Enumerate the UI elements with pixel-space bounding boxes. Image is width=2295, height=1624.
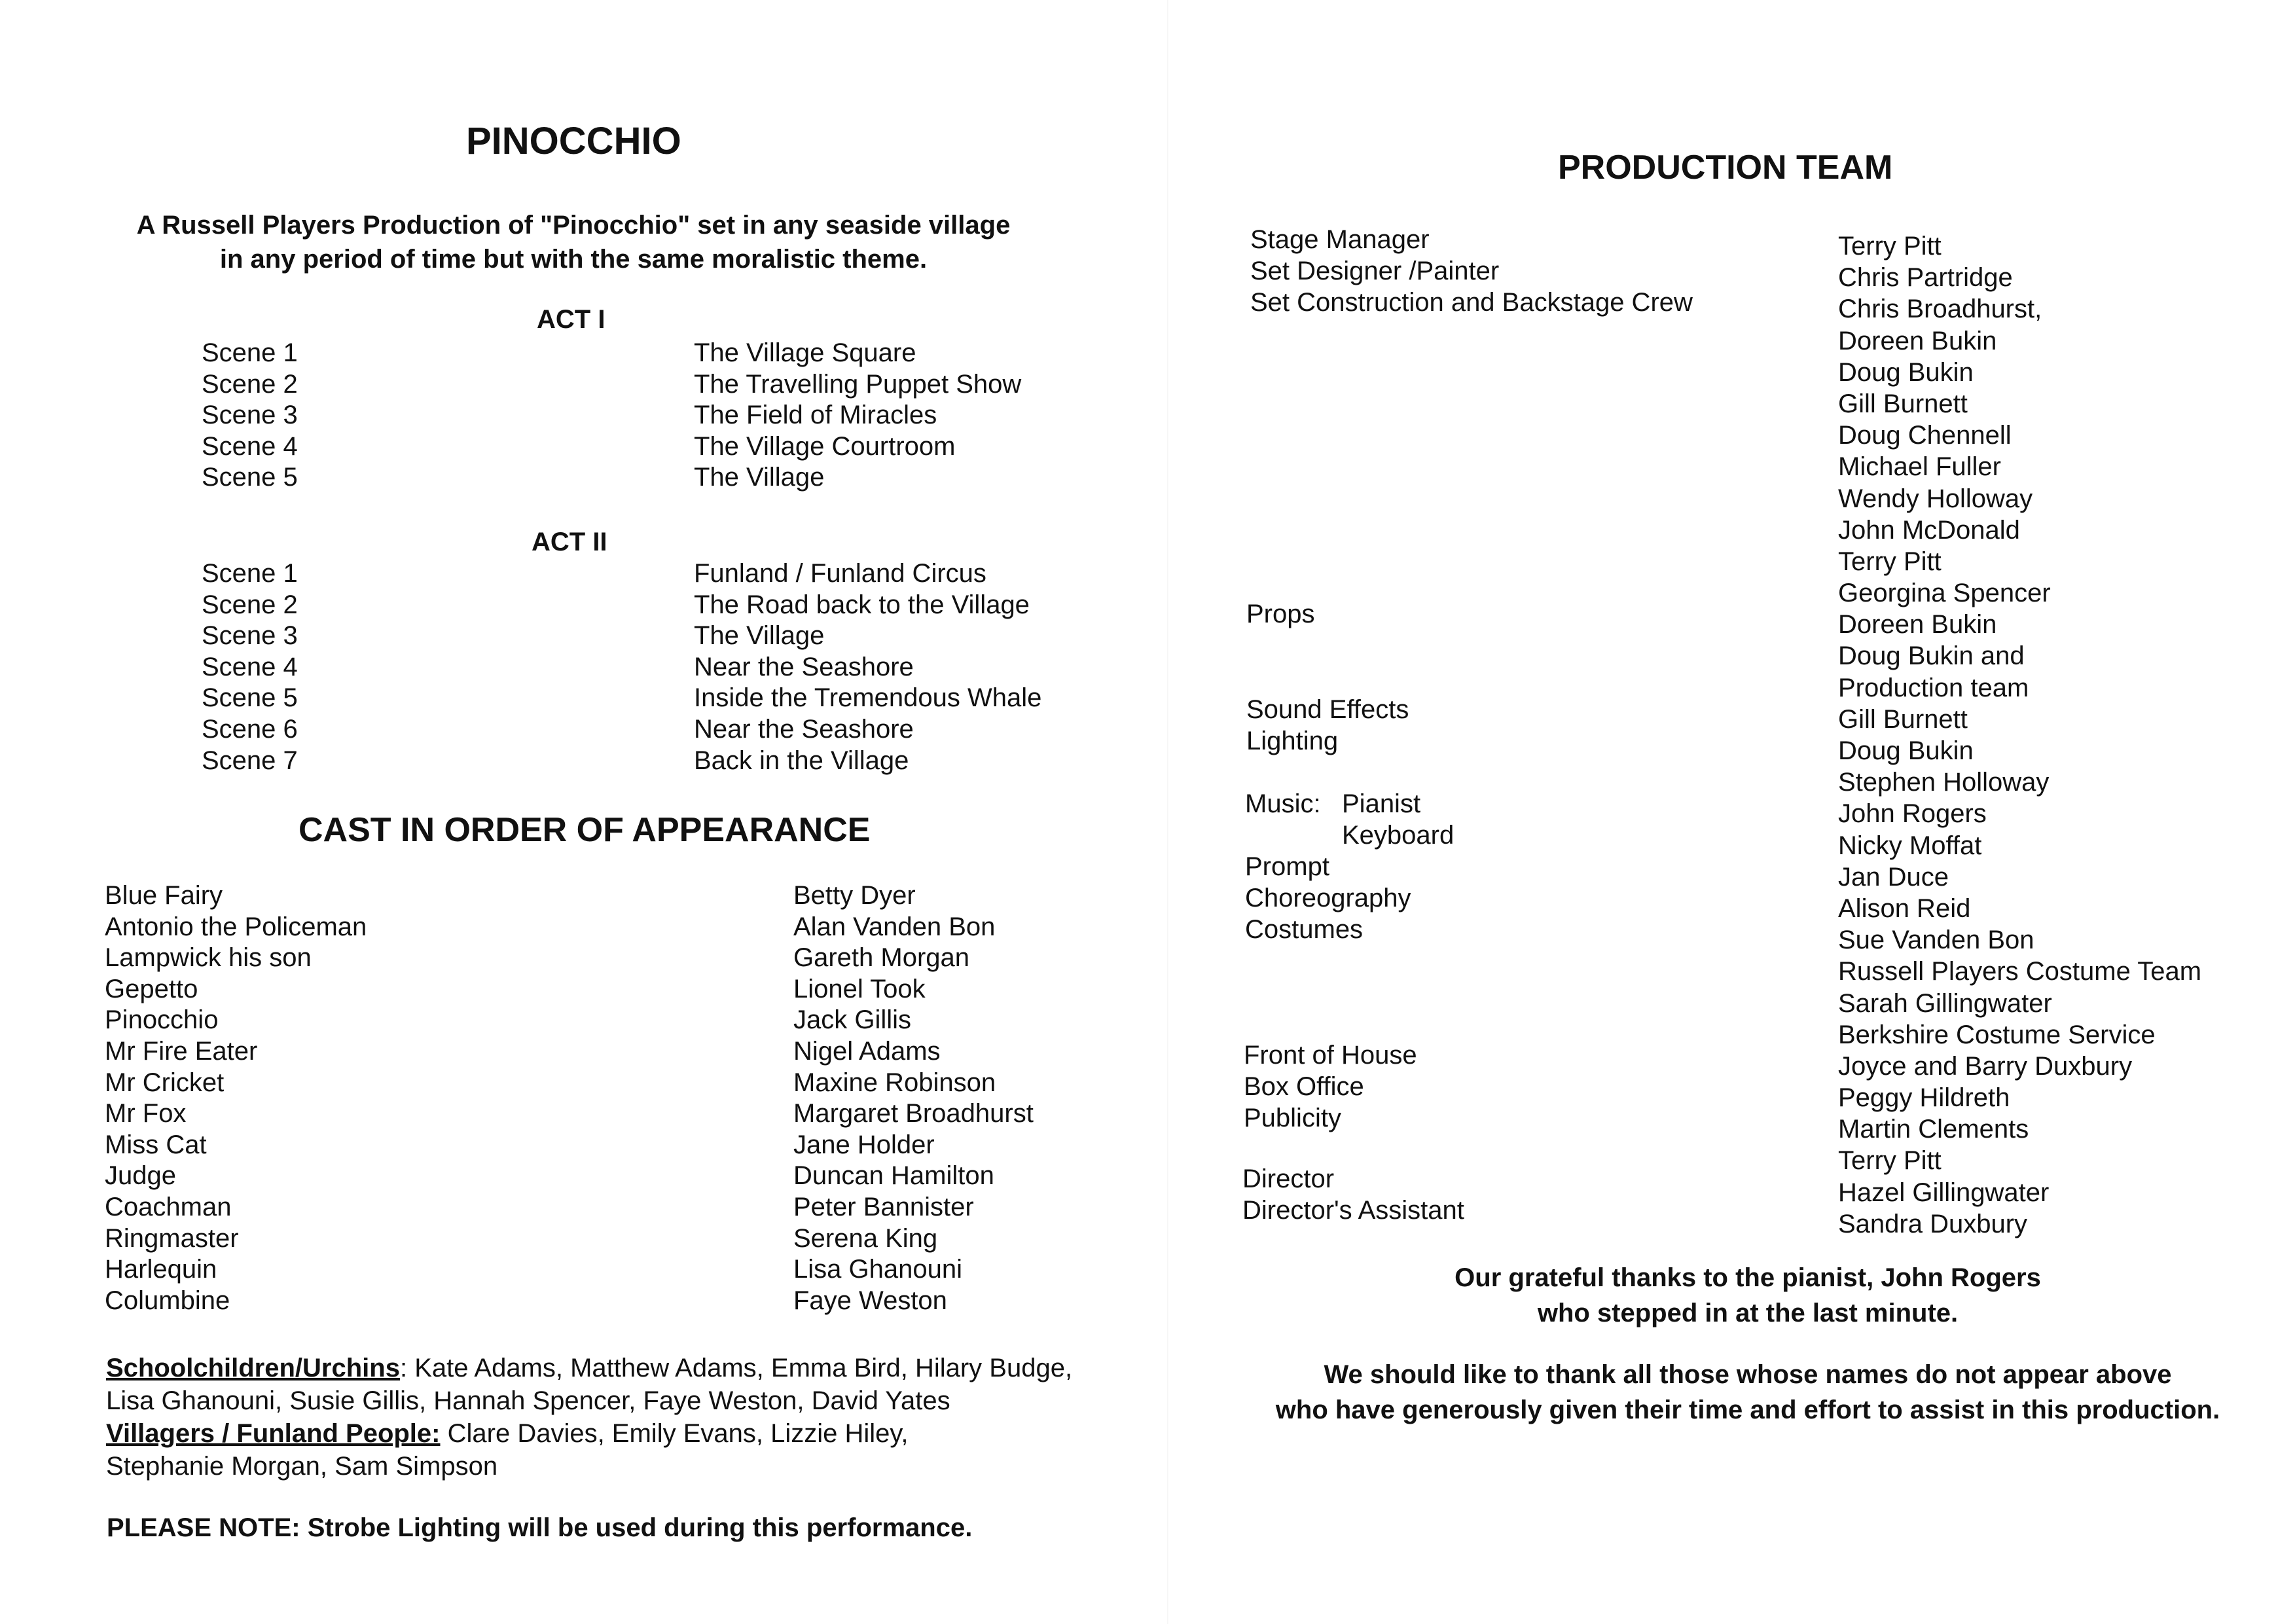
- scene-setting: Near the Seashore: [694, 652, 914, 681]
- role-label: Lighting: [1246, 727, 1339, 755]
- scene-number: Scene 4: [202, 652, 298, 681]
- crew-name: Terry Pitt: [1838, 232, 1942, 261]
- scene-setting: Near the Seashore: [694, 714, 914, 744]
- crew-name: Doug Bukin and: [1838, 641, 2025, 671]
- cast-role: Lampwick his son: [105, 943, 312, 973]
- subtitle-line-1: A Russell Players Production of "Pinocchio" set in any seaside village: [136, 211, 1011, 240]
- role-label: Music:: [1245, 789, 1321, 818]
- cast-actor: Serena King: [793, 1223, 938, 1253]
- crew-labels-director: [1242, 1163, 1464, 1226]
- crew-name: Gill Burnett: [1838, 704, 1968, 734]
- crew-name: Doug Bukin: [1838, 357, 1974, 387]
- cast-role: Gepetto: [105, 974, 198, 1003]
- act-2-heading: ACT II: [532, 528, 607, 556]
- scene-number: Scene 5: [202, 463, 298, 492]
- schoolchildren-line-1: [106, 1352, 1072, 1384]
- crew-name: Jan Duce: [1838, 862, 1949, 892]
- production-team-heading: PRODUCTION TEAM: [1558, 149, 1893, 187]
- crew-name: Nicky Moffat: [1838, 831, 1982, 860]
- crew-name: John McDonald: [1838, 515, 2020, 545]
- cast-actor: Betty Dyer: [793, 881, 916, 910]
- scene-number: Scene 2: [202, 590, 298, 619]
- crew-name: Sue Vanden Bon: [1838, 926, 2034, 955]
- ensemble-credits: [106, 1352, 1072, 1483]
- scene-setting: Back in the Village: [694, 746, 909, 775]
- crew-name: Michael Fuller: [1838, 452, 2001, 482]
- crew-name: Gill Burnett: [1838, 389, 1968, 418]
- crew-name-list: [1838, 230, 2201, 1240]
- page-title: PINOCCHIO: [466, 120, 681, 162]
- scene-number: Scene 1: [202, 338, 298, 367]
- cast-heading: CAST IN ORDER OF APPEARANCE: [298, 811, 871, 849]
- cast-role: Mr Fire Eater: [105, 1036, 258, 1066]
- role-label: Director's Assistant: [1242, 1196, 1464, 1225]
- cast-role: Columbine: [105, 1286, 230, 1315]
- act-1-scene-list: [202, 338, 298, 494]
- scene-number: Scene 6: [202, 714, 298, 744]
- pianist-thanks: [1244, 1260, 2252, 1331]
- cast-actor: Duncan Hamilton: [793, 1161, 994, 1191]
- crew-name: Joyce and Barry Duxbury: [1838, 1051, 2133, 1081]
- crew-name: Doug Chennell: [1838, 421, 2012, 450]
- role-label: Stage Manager: [1250, 225, 1430, 254]
- villagers-label: Villagers / Funland People:: [106, 1419, 441, 1448]
- villagers-line-1: [106, 1417, 1072, 1450]
- scene-number: Scene 3: [202, 401, 298, 430]
- role-label: Set Designer /Painter: [1250, 257, 1500, 285]
- cast-role: Mr Cricket: [105, 1068, 225, 1097]
- role-label: Pianist: [1342, 789, 1421, 818]
- cast-actor: Margaret Broadhurst: [793, 1099, 1034, 1128]
- crew-name: Stephen Holloway: [1838, 768, 2050, 797]
- scene-number: Scene 1: [202, 559, 298, 588]
- crew-name: Berkshire Costume Service: [1838, 1020, 2156, 1049]
- scene-setting: Inside the Tremendous Whale: [694, 683, 1042, 713]
- crew-name: Production team: [1838, 673, 2029, 702]
- crew-labels-house: [1244, 1039, 1417, 1134]
- act-1-heading: ACT I: [537, 305, 605, 334]
- schoolchildren-line-2: Lisa Ghanouni, Susie Gillis, Hannah Spencer, Faye Weston, David Yates: [106, 1386, 950, 1415]
- crew-name: Doreen Bukin: [1838, 326, 1997, 355]
- thanks-line: Our grateful thanks to the pianist, John Rogers: [1455, 1263, 2041, 1292]
- programme-right-page: [1152, 0, 2295, 1624]
- cast-actor: Jack Gillis: [793, 1005, 912, 1035]
- act-2-scene-list: [202, 558, 298, 776]
- cast-actor: Lisa Ghanouni: [793, 1255, 962, 1284]
- production-description: [79, 208, 1068, 276]
- role-label: Choreography: [1245, 884, 1411, 912]
- scene-number: Scene 3: [202, 621, 298, 651]
- cast-actor: Gareth Morgan: [793, 943, 970, 973]
- cast-actor: Lionel Took: [793, 974, 926, 1003]
- strobe-warning: PLEASE NOTE: Strobe Lighting will be used during this performance.: [107, 1513, 973, 1542]
- cast-role: Judge: [105, 1161, 176, 1191]
- crew-labels-sound: [1246, 694, 1409, 757]
- role-label: Props: [1246, 600, 1315, 628]
- cast-role: Ringmaster: [105, 1223, 239, 1253]
- scene-number: Scene 7: [202, 746, 298, 775]
- act-2-setting-list: [694, 558, 1041, 776]
- role-label: Prompt: [1245, 852, 1329, 881]
- crew-name: Doreen Bukin: [1838, 610, 1997, 640]
- crew-name: Chris Broadhurst,: [1838, 295, 2042, 324]
- role-label: Box Office: [1244, 1072, 1364, 1101]
- scene-setting: The Travelling Puppet Show: [694, 369, 1022, 399]
- thanks-line: who stepped in at the last minute.: [1537, 1299, 1959, 1327]
- cast-role: Antonio the Policeman: [105, 912, 367, 941]
- crew-name: Terry Pitt: [1838, 1146, 1942, 1176]
- role-label: Sound Effects: [1246, 695, 1409, 724]
- scene-number: Scene 5: [202, 683, 298, 713]
- cast-role-list: [105, 880, 367, 1316]
- scene-setting: Funland / Funland Circus: [694, 559, 986, 588]
- villagers-line-2: Stephanie Morgan, Sam Simpson: [106, 1452, 498, 1481]
- scene-setting: The Road back to the Village: [694, 590, 1030, 619]
- scene-number: Scene 2: [202, 369, 298, 399]
- crew-name: Hazel Gillingwater: [1838, 1178, 2050, 1207]
- scene-setting: The Village Square: [694, 338, 916, 367]
- scene-number: Scene 4: [202, 431, 298, 461]
- cast-actor: Maxine Robinson: [793, 1068, 996, 1097]
- cast-role: Pinocchio: [105, 1005, 219, 1035]
- cast-role: Blue Fairy: [105, 881, 223, 910]
- role-label: Costumes: [1245, 915, 1364, 944]
- thanks-line: We should like to thank all those whose names do not appear above: [1324, 1360, 2172, 1389]
- crew-name: Russell Players Costume Team: [1838, 957, 2202, 986]
- crew-name: Wendy Holloway: [1838, 484, 2033, 513]
- schoolchildren-label: Schoolchildren/Urchins: [106, 1354, 400, 1382]
- scene-setting: The Village Courtroom: [694, 431, 956, 461]
- cast-actor: Nigel Adams: [793, 1036, 941, 1066]
- cast-actor-list: [793, 880, 1034, 1316]
- cast-actor: Faye Weston: [793, 1286, 947, 1315]
- cast-role: Miss Cat: [105, 1130, 207, 1159]
- role-label: Director: [1242, 1164, 1335, 1193]
- crew-name: Doug Bukin: [1838, 736, 1974, 765]
- scene-setting: The Field of Miracles: [694, 401, 937, 430]
- general-thanks: [1244, 1357, 2252, 1428]
- cast-actor: Alan Vanden Bon: [793, 912, 996, 941]
- crew-name: Chris Partridge: [1838, 263, 2013, 293]
- crew-name: Sarah Gillingwater: [1838, 988, 2052, 1018]
- crew-labels-top: [1250, 224, 1693, 318]
- schoolchildren-names: : Kate Adams, Matthew Adams, Emma Bird, Hilary Budge,: [399, 1354, 1073, 1382]
- role-label: Front of House: [1244, 1041, 1417, 1070]
- thanks-line: who have generously given their time and effort to assist in this production.: [1275, 1396, 2220, 1424]
- crew-name: Sandra Duxbury: [1838, 1209, 2028, 1238]
- crew-labels-middle: [1245, 851, 1411, 945]
- crew-name: Peggy Hildreth: [1838, 1083, 2010, 1113]
- act-1-setting-list: [694, 338, 1021, 494]
- crew-name: Georgina Spencer: [1838, 579, 2051, 608]
- cast-role: Harlequin: [105, 1255, 217, 1284]
- crew-name: John Rogers: [1838, 799, 1987, 829]
- cast-actor: Jane Holder: [793, 1130, 935, 1159]
- crew-name: Terry Pitt: [1838, 547, 1942, 576]
- scene-setting: The Village: [694, 621, 825, 651]
- cast-role: Coachman: [105, 1192, 232, 1221]
- scene-setting: The Village: [694, 463, 825, 492]
- crew-name: Alison Reid: [1838, 893, 1971, 923]
- role-label: Set Construction and Backstage Crew: [1250, 288, 1693, 317]
- subtitle-line-2: in any period of time but with the same moralistic theme.: [219, 245, 928, 274]
- role-label: Publicity: [1244, 1104, 1341, 1132]
- cast-actor: Peter Bannister: [793, 1192, 974, 1221]
- villagers-names: Clare Davies, Emily Evans, Lizzie Hiley,: [440, 1419, 909, 1448]
- cast-role: Mr Fox: [105, 1099, 187, 1128]
- crew-name: Martin Clements: [1838, 1115, 2029, 1144]
- role-label: Keyboard: [1342, 821, 1455, 850]
